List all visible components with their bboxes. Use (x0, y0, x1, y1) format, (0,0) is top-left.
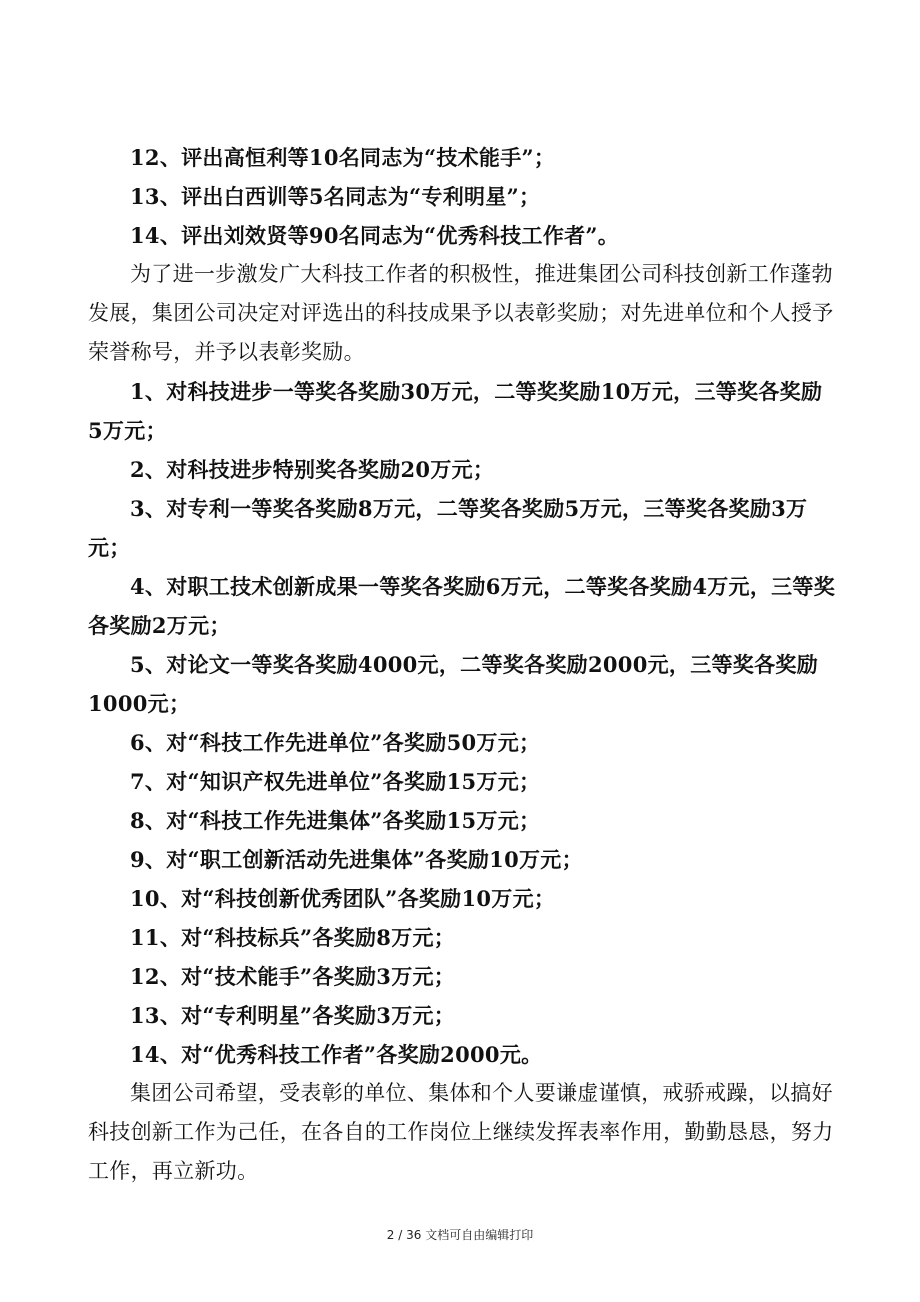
page-footer: 2 / 36 文档可自由编辑打印 (386, 1228, 534, 1242)
paragraph-item-13-honor: 13、评出白西训等5名同志为“专利明星”； (130, 184, 541, 209)
paragraph-reward-11: 11、对“科技标兵”各奖励8万元； (130, 925, 456, 950)
paragraph-reward-1: 1、对科技进步一等奖各奖励30万元，二等奖奖励10万元，三等奖各奖励5万元； (88, 379, 823, 443)
paragraph-reward-intro: 为了进一步激发广大科技工作者的积极性，推进集团公司科技创新工作蓬勃发展，集团公司决定对评选出的科技成果予以表彰奖励；对先进单位和个人授予荣誉称号，并予以表彰奖励。 (88, 262, 834, 364)
paragraph-reward-6: 6、对“科技工作先进单位”各奖励50万元； (130, 730, 541, 755)
paragraph-reward-7: 7、对“知识产权先进单位”各奖励15万元； (130, 769, 541, 794)
paragraph-reward-4: 4、对职工技术创新成果一等奖各奖励6万元，二等奖各奖励4万元，三等奖各奖励2万元； (88, 574, 836, 638)
paragraph-reward-9: 9、对“职工创新活动先进集体”各奖励10万元； (130, 847, 583, 872)
paragraph-reward-12: 12、对“技术能手”各奖励3万元； (130, 964, 456, 989)
paragraph-reward-2: 2、对科技进步特别奖各奖励20万元； (130, 457, 495, 482)
paragraph-reward-8: 8、对“科技工作先进集体”各奖励15万元； (130, 808, 541, 833)
paragraph-item-12-honor: 12、评出高恒利等10名同志为“技术能手”； (130, 145, 556, 170)
paragraph-reward-3: 3、对专利一等奖各奖励8万元，二等奖各奖励5万元，三等奖各奖励3万元； (88, 496, 808, 560)
paragraph-item-14-honor: 14、评出刘效贤等90名同志为“优秀科技工作者”。 (130, 223, 620, 248)
paragraph-reward-5: 5、对论文一等奖各奖励4000元，二等奖各奖励2000元，三等奖各奖励1000元； (88, 652, 819, 716)
paragraph-closing: 集团公司希望，受表彰的单位、集体和个人要谦虚谨慎，戒骄戒躁，以搞好科技创新工作为己任，在各自的工作岗位上继续发挥表率作用，勤勤恳恳，努力工作，再立新功。 (88, 1081, 834, 1183)
document-body (88, 138, 836, 1191)
paragraph-reward-13: 13、对“专利明星”各奖励3万元； (130, 1003, 456, 1028)
paragraph-reward-14: 14、对“优秀科技工作者”各奖励2000元。 (130, 1042, 543, 1067)
paragraph-reward-10: 10、对“科技创新优秀团队”各奖励10万元； (130, 886, 556, 911)
